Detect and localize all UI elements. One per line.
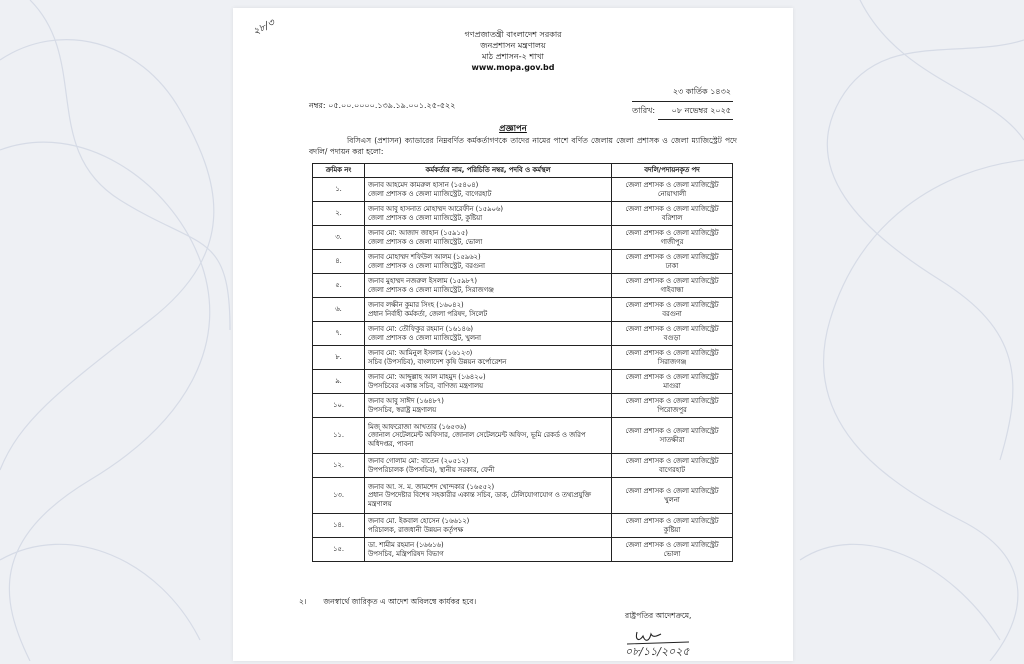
table-header-row bbox=[313, 164, 733, 178]
row-officer bbox=[365, 514, 612, 538]
table-row bbox=[313, 346, 733, 370]
signature bbox=[619, 626, 729, 660]
officer-name: জনাব লক্ষীন কুমার সিংহ (১৬০৪২) bbox=[368, 301, 464, 309]
table-row bbox=[313, 298, 733, 322]
table-row bbox=[313, 178, 733, 202]
posting-district: সিরাজগঞ্জ bbox=[657, 357, 687, 366]
officer-name: জনাব মো. ইকবাল হোসেন (১৬৬১২) bbox=[368, 517, 470, 525]
body-paragraph: বিসিএস (প্রশাসন) ক্যাডারের নিম্নবর্ণিত কর্মকর্তাগণকে তাদের নামের পাশে বর্ণিত জেলায় জেলা প্রশাসক ও জেলা ম্যাজিস্ট্রেট পদে বদলি/ পদায়ন করা হলো: bbox=[309, 136, 737, 156]
row-officer bbox=[365, 346, 612, 370]
posting-title: জেলা প্রশাসক ও জেলা ম্যাজিস্ট্রেট bbox=[625, 205, 719, 213]
header-line-ministry: জনপ্রশাসন মন্ত্রণালয় bbox=[480, 41, 546, 50]
posting-title: জেলা প্রশাসক ও জেলা ম্যাজিস্ট্রেট bbox=[625, 229, 719, 237]
officer-current-post: জেলা প্রশাসক ও জেলা ম্যাজিস্ট্রেট, বাগেরহাট bbox=[368, 189, 492, 198]
officer-current-post: জেলা প্রশাসক ও জেলা ম্যাজিস্ট্রেট, কুষ্টিয়া bbox=[368, 213, 483, 222]
officer-current-post: প্রধান উপদেষ্টার বিশেষ সহকারীর একান্ত সচিব, ডাক, টেলিযোগাযোগ ও তথ্যপ্রযুক্তি মন্ত্রণালয় bbox=[368, 491, 591, 508]
posting-district: বাগেরহাট bbox=[659, 465, 685, 474]
officer-name: জনাব মোহাম্মদ শফিউল আলম (১৫৯৬২) bbox=[368, 253, 481, 261]
posting-title: জেলা প্রশাসক ও জেলা ম্যাজিস্ট্রেট bbox=[625, 277, 719, 285]
row-posting bbox=[612, 418, 733, 454]
officer-name: জনাব মো: তৌফিকুর রহমান (১৬১৪৬) bbox=[368, 325, 474, 333]
document-title: প্রজ্ঞাপন bbox=[499, 124, 527, 134]
posting-district: গাজীপুর bbox=[660, 237, 684, 246]
row-serial: ৩. bbox=[313, 226, 365, 250]
table-row bbox=[313, 322, 733, 346]
posting-title: জেলা প্রশাসক ও জেলা ম্যাজিস্ট্রেট bbox=[625, 349, 719, 357]
table-row bbox=[313, 226, 733, 250]
posting-district: বগুড়া bbox=[663, 333, 681, 342]
row-officer bbox=[365, 454, 612, 478]
footer-number: ২। bbox=[299, 597, 307, 606]
officer-name: জনাব মুহাম্মদ নজরুল ইসলাম (১৫৯৮৭) bbox=[368, 277, 478, 285]
notification-document bbox=[233, 8, 793, 661]
officer-name: জনাব মো: আব্দুল্লাহ আল মাহমুদ (১৬৪২০) bbox=[368, 373, 486, 381]
posting-district: পিরোজপুর bbox=[657, 405, 687, 414]
posting-district: ঢাকা bbox=[665, 261, 679, 270]
row-officer bbox=[365, 226, 612, 250]
header-line-branch: মাঠ প্রশাসন-২ শাখা bbox=[482, 52, 544, 61]
date-english: ০৮ নভেম্বর ২০২৫ bbox=[658, 105, 733, 120]
posting-district: বরিশাল bbox=[661, 213, 683, 222]
row-posting bbox=[612, 250, 733, 274]
posting-district: ভোলা bbox=[663, 549, 681, 558]
officer-name: জনাব গোলাম মো: বাতেন (২০৫১২) bbox=[368, 457, 469, 465]
date-bangla: ২৩ কার্তিক ১৪৩২ bbox=[632, 86, 733, 102]
row-serial: ১. bbox=[313, 178, 365, 202]
row-officer bbox=[365, 418, 612, 454]
officer-name: জনাব আহমেদ কামরুল হাসান (১৫৪০৪) bbox=[368, 181, 479, 189]
row-posting bbox=[612, 538, 733, 562]
officer-name: জনাব মো: আজাদ জাহান (১৫৯১৫) bbox=[368, 229, 468, 237]
row-posting bbox=[612, 478, 733, 514]
officer-current-post: উপসচিব, মন্ত্রিপরিষদ বিভাগ bbox=[368, 549, 444, 558]
table-row bbox=[313, 370, 733, 394]
posting-district: বরগুনা bbox=[662, 309, 682, 318]
row-serial: ১৩. bbox=[313, 478, 365, 514]
date-block bbox=[632, 86, 733, 120]
row-officer bbox=[365, 538, 612, 562]
row-serial: ৭. bbox=[313, 322, 365, 346]
row-serial: ১০. bbox=[313, 394, 365, 418]
officer-name: জনাব আবু সাঈদ (১৬৪৮৭) bbox=[368, 397, 444, 405]
row-posting bbox=[612, 226, 733, 250]
row-officer bbox=[365, 322, 612, 346]
officer-name: জনাব মো: আমিনুল ইসলাম (১৬১২৩) bbox=[368, 349, 473, 357]
posting-title: জেলা প্রশাসক ও জেলা ম্যাজিস্ট্রেট bbox=[625, 487, 719, 495]
row-serial: ৬. bbox=[313, 298, 365, 322]
row-posting bbox=[612, 370, 733, 394]
posting-title: জেলা প্রশাসক ও জেলা ম্যাজিস্ট্রেট bbox=[625, 373, 719, 381]
row-serial: ৯. bbox=[313, 370, 365, 394]
footer-text: জনস্বার্থে জারিকৃত এ আদেশ অবিলম্বে কার্যকর হবে। bbox=[323, 597, 477, 606]
row-officer bbox=[365, 250, 612, 274]
row-posting bbox=[612, 514, 733, 538]
table-row bbox=[313, 538, 733, 562]
officer-current-post: পরিচালক, রাজধানী উন্নয়ন কর্তৃপক্ষ bbox=[368, 525, 464, 534]
row-posting bbox=[612, 274, 733, 298]
table-row bbox=[313, 514, 733, 538]
posting-title: জেলা প্রশাসক ও জেলা ম্যাজিস্ট্রেট bbox=[625, 397, 719, 405]
posting-title: জেলা প্রশাসক ও জেলা ম্যাজিস্ট্রেট bbox=[625, 253, 719, 261]
row-posting bbox=[612, 322, 733, 346]
posting-district: মাগুরা bbox=[663, 381, 681, 390]
header-serial: ক্রমিক নং bbox=[313, 164, 365, 178]
row-serial: ১১. bbox=[313, 418, 365, 454]
posting-title: জেলা প্রশাসক ও জেলা ম্যাজিস্ট্রেট bbox=[625, 301, 719, 309]
officer-current-post: প্রধান নির্বাহী কর্মকর্তা, জেলা পরিষদ, সিলেট bbox=[368, 309, 488, 318]
row-posting bbox=[612, 394, 733, 418]
officer-name: মিজ্ আফরোজা আখতার (১৬৫৩৬) bbox=[368, 422, 467, 431]
officer-current-post: জোনাল সেটেলমেন্ট অফিসার, জোনাল সেটেলমেন্ট অফিস, ভূমি রেকর্ড ও জরিপ অধিদপ্তর, পাবনা bbox=[368, 431, 586, 448]
table-row bbox=[313, 250, 733, 274]
officer-current-post: সচিব (উপসচিব), বাংলাদেশ কৃষি উন্নয়ন কর্পোরেশন bbox=[368, 357, 507, 366]
posting-title: জেলা প্রশাসক ও জেলা ম্যাজিস্ট্রেট bbox=[625, 325, 719, 333]
row-officer bbox=[365, 394, 612, 418]
officer-current-post: জেলা প্রশাসক ও জেলা ম্যাজিস্ট্রেট, খুলনা bbox=[368, 333, 481, 342]
row-serial: ৫. bbox=[313, 274, 365, 298]
transfer-table bbox=[312, 163, 733, 562]
posting-district: সাতক্ষীরা bbox=[659, 435, 685, 444]
date-english-row bbox=[632, 105, 733, 120]
officer-name: জনাব আবু হাসনাত মোহাম্মদ আরেফীন (১৫৯০৬) bbox=[368, 205, 503, 213]
table-row bbox=[313, 394, 733, 418]
by-order-text: রাষ্ট্রপতির আদেশক্রমে, bbox=[625, 611, 692, 620]
posting-district: গাইবান্ধা bbox=[660, 285, 684, 294]
table-row bbox=[313, 478, 733, 514]
posting-district: খুলনা bbox=[664, 495, 680, 504]
reference-number: নম্বর: ০৫.০০.০০০০.১৩৯.১৯.০০১.২৫-৫২২ bbox=[309, 101, 456, 110]
table-row bbox=[313, 202, 733, 226]
row-posting bbox=[612, 346, 733, 370]
officer-current-post: জেলা প্রশাসক ও জেলা ম্যাজিস্ট্রেট, ভোলা bbox=[368, 237, 483, 246]
table-row bbox=[313, 274, 733, 298]
signature-date: ০৮/১১/২০২৫ bbox=[625, 645, 690, 658]
row-serial: ৪. bbox=[313, 250, 365, 274]
posting-title: জেলা প্রশাসক ও জেলা ম্যাজিস্ট্রেট bbox=[625, 181, 719, 189]
posting-title: জেলা প্রশাসক ও জেলা ম্যাজিস্ট্রেট bbox=[625, 427, 719, 435]
posting-district: নোয়াখালী bbox=[657, 189, 687, 198]
date-label: তারিখ: bbox=[632, 106, 656, 115]
officer-current-post: জেলা প্রশাসক ও জেলা ম্যাজিস্ট্রেট, সিরাজগঞ্জ bbox=[368, 285, 494, 294]
row-posting bbox=[612, 298, 733, 322]
header-line-website: www.mopa.gov.bd bbox=[471, 63, 555, 72]
handwritten-note: ২৮/৩ bbox=[251, 17, 277, 38]
row-serial: ৮. bbox=[313, 346, 365, 370]
posting-title: জেলা প্রশাসক ও জেলা ম্যাজিস্ট্রেট bbox=[625, 541, 719, 549]
row-officer bbox=[365, 178, 612, 202]
row-officer bbox=[365, 298, 612, 322]
header-line-government: গণপ্রজাতন্ত্রী বাংলাদেশ সরকার bbox=[464, 30, 562, 39]
posting-title: জেলা প্রশাসক ও জেলা ম্যাজিস্ট্রেট bbox=[625, 457, 719, 465]
row-posting bbox=[612, 202, 733, 226]
row-officer bbox=[365, 370, 612, 394]
posting-district: কুষ্টিয়া bbox=[663, 525, 681, 534]
header-posting: বদলি/পদায়নকৃত পদ bbox=[612, 164, 733, 178]
footer-clause bbox=[299, 597, 476, 609]
row-posting bbox=[612, 454, 733, 478]
row-officer bbox=[365, 202, 612, 226]
row-serial: ১৪. bbox=[313, 514, 365, 538]
table-row bbox=[313, 454, 733, 478]
officer-name: জনাব আ. স. ম. জামশেদ খোন্দকার (১৬৫৫২) bbox=[368, 482, 495, 491]
officer-current-post: উপসচিবের একান্ত সচিব, বাণিজ্য মন্ত্রণালয় bbox=[368, 381, 484, 390]
posting-title: জেলা প্রশাসক ও জেলা ম্যাজিস্ট্রেট bbox=[625, 517, 719, 525]
row-serial: ১২. bbox=[313, 454, 365, 478]
officer-current-post: উপপরিচালক (উপসচিব), স্থানীয় সরকার, ফেনী bbox=[368, 465, 495, 474]
header-officer: কর্মকর্তার নাম, পরিচিতি নম্বর, পদবি ও কর্মস্থল bbox=[365, 164, 612, 178]
officer-current-post: জেলা প্রশাসক ও জেলা ম্যাজিস্ট্রেট, বরগুনা bbox=[368, 261, 485, 270]
row-posting bbox=[612, 178, 733, 202]
officer-name: ডা. শামীম রহমান (১৬৬১৬) bbox=[368, 541, 444, 549]
officer-current-post: উপসচিব, স্বরাষ্ট্র মন্ত্রণালয় bbox=[368, 405, 437, 414]
row-officer bbox=[365, 478, 612, 514]
row-serial: ১৫. bbox=[313, 538, 365, 562]
row-officer bbox=[365, 274, 612, 298]
row-serial: ২. bbox=[313, 202, 365, 226]
table-row bbox=[313, 418, 733, 454]
